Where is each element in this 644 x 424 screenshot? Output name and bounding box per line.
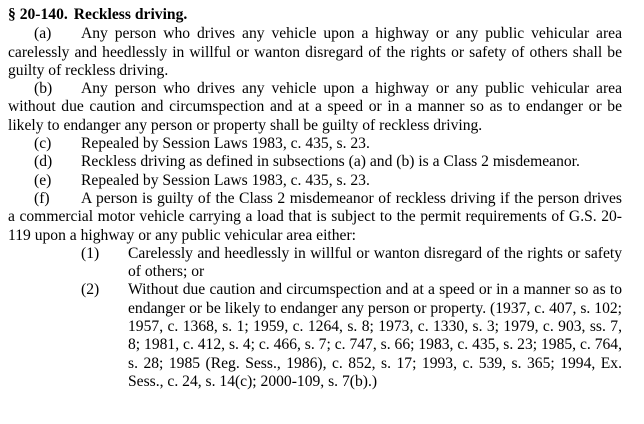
subsection-f-item-1 xyxy=(8,245,622,282)
subsection-c-text: Repealed by Session Laws 1983, c. 435, s. 23. xyxy=(81,135,370,153)
subsection-d-text: Reckless driving as defined in subsections (a) and (b) is a Class 2 misdemeanor. xyxy=(81,153,580,171)
subsection-b-text: Any person who drives any vehicle upon a highway or any public vehicular area without due caution and circumspection and at a speed or in a manner so as to endanger or be likely to endanger any person or property shall be guilty of reckless driving. xyxy=(8,80,622,134)
subsection-c-label: (c) xyxy=(34,135,52,153)
subsection-a-label: (a) xyxy=(34,25,52,43)
subsection-a-text: Any person who drives any vehicle upon a highway or any public vehicular area carelessly and heedlessly in willful or wanton disregard of the rights or safety of others shall be guilty of reckless driving. xyxy=(8,25,622,79)
section-title: Reckless driving. xyxy=(73,6,188,23)
statute-document xyxy=(8,6,622,391)
subsection-f-item-2-text: Without due caution and circumspection and at a speed or in a manner so as to endanger or be likely to endanger any person or property. (1937, c. 407, s. 102; 1957, c. 1368, s. 1; 1959, c. 1264, s. 8; 1973, c. 1330, s. 3; 1979, c. 903, ss. 7, 8; 1981, c. 412, s. 4; c. 466, s. 7; c. 747, s. 66; 1983, c. 435, s. 23; 1985, c. 764, s. 28; 1985 (Reg. Sess., 1986), c. 852, s. 17; 1993, c. 539, s. 365; 1994, Ex. Sess., c. 24, s. 14(c); 2000-109, s. 7(b).) xyxy=(128,281,622,390)
subsection-f-item-1-label: (1) xyxy=(81,244,100,262)
subsection-f-item-2 xyxy=(8,281,622,391)
subsection-d xyxy=(8,153,622,171)
subsection-f-item-1-text: Carelessly and heedlessly in willful or wanton disregard of the rights or safety of others; or xyxy=(128,244,622,281)
subsection-e xyxy=(8,172,622,190)
subsection-e-text: Repealed by Session Laws 1983, c. 435, s. 23. xyxy=(81,171,370,189)
subsection-f-label: (f) xyxy=(34,189,50,207)
subsection-c xyxy=(8,135,622,153)
subsection-b xyxy=(8,80,622,135)
subsection-e-label: (e) xyxy=(34,171,52,189)
section-heading xyxy=(8,6,622,24)
subsection-f-text: A person is guilty of the Class 2 misdemeanor of reckless driving if the person drives a commercial motor vehicle carrying a load that is subject to the permit requirements of G.S. 20-119 upon a highway or any public vehicular area either: xyxy=(8,189,622,244)
subsection-b-label: (b) xyxy=(34,80,53,98)
subsection-f xyxy=(8,190,622,245)
subsection-a xyxy=(8,25,622,80)
section-number: § 20-140. xyxy=(8,6,68,23)
subsection-f-item-2-label: (2) xyxy=(81,281,100,299)
subsection-d-label: (d) xyxy=(34,153,53,171)
